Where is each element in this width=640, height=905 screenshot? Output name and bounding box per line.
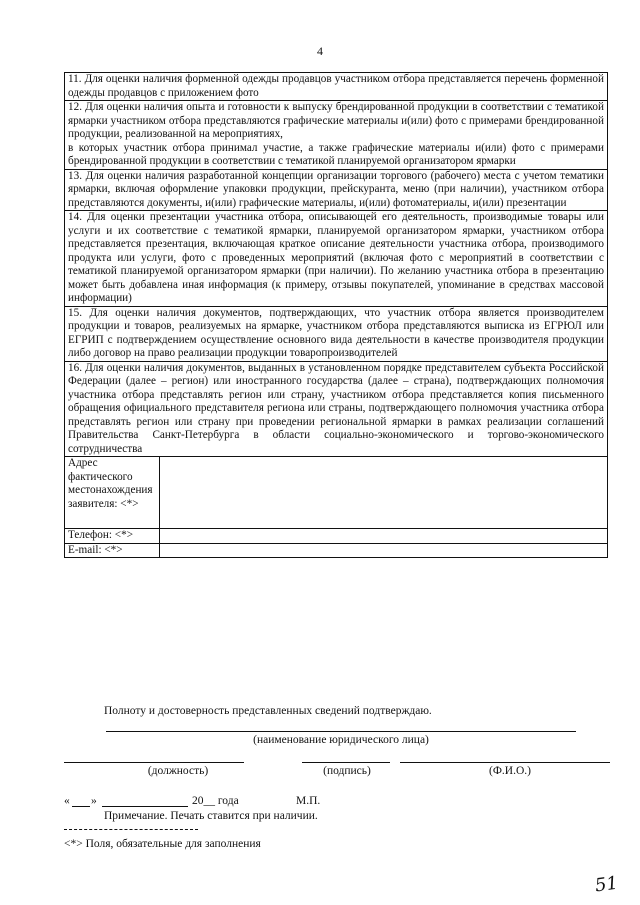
row-11: 11. Для оценки наличия форменной одежды продавцов участником отбора представляется перечень форменной одежды продавцов с приложением фото (65, 73, 608, 101)
date-open-quote: « (64, 795, 70, 807)
handwritten-page-number: 51 (593, 872, 620, 897)
email-label-text: E-mail: <*> (68, 543, 123, 556)
page-number: 4 (317, 44, 323, 58)
signature-caption: (подпись) (323, 765, 371, 777)
address-field[interactable] (160, 457, 608, 529)
entity-line[interactable] (106, 731, 576, 732)
position-line[interactable] (64, 762, 244, 763)
row-12 (65, 101, 608, 170)
stamp-note: Примечание. Печать ставится при наличии. (104, 810, 318, 822)
date-close-quote: » (91, 795, 97, 807)
fio-caption: (Ф.И.О.) (489, 765, 531, 777)
date-year: 20__ года (192, 795, 239, 807)
fio-line[interactable] (400, 762, 610, 763)
phone-field[interactable] (160, 529, 608, 544)
criteria-table (64, 72, 608, 558)
phone-label (65, 529, 160, 544)
address-label: Адрес фактического местонахождения заявителя: <*> (65, 457, 160, 529)
confirm-text: Полноту и достоверность представленных сведений подтверждаю. (104, 705, 432, 717)
row-13: 13. Для оценки наличия разработанной концепции организации торгового (рабочего) места с учетом тематики ярмарки, включая оформление упаковки продукции, прейскуранта, меню (при наличии), участником отбора представляются документы, и(или) графические материалы, и(или) фотоматериалы, и(или) презентации (65, 169, 608, 211)
row-15: 15. Для оценки наличия документов, подтверждающих, что участник отбора является производителем продукции и товаров, реализуемых на ярмарке, участником отбора представляются выписка из ЕГРЮЛ или ЕГРИП с подтверждением осуществление основного вида деятельности в качестве производителя продукции либо договор на право реализации продукции товаропроизводителей (65, 306, 608, 361)
row-14: 14. Для оценки презентации участника отбора, описывающей его деятельность, производимые товары или услуги и их соответствие с тематикой ярмарки, планируемой организатором ярмарки, участником отбора представляется презентация, включающая краткое описание деятельности участника отбора, производимого продукта или услуги, фото с проведенных мероприятий (включая фото с мероприятий в соответствии с тематикой планируемой организатором ярмарки (при наличии). По желанию участника отбора в презентацию может быть добавлена иная информация (к примеру, отзывы покупателей, упоминание в средствах массовой информации) (65, 211, 608, 307)
row-12-part-1: 12. Для оценки наличия опыта и готовности к выпуску брендированной продукции в соответствии с тематикой ярмарки участником отбора представляются графические материалы и(или) фото с примерами брендированной продукции, реализованной на мероприятиях, (68, 101, 604, 140)
date-day-line[interactable] (72, 806, 90, 807)
row-12-part-2: в которых участник отбора принимал участие, а также графические материалы и(или) фото с примерами брендированной продукции в соответствии с тематикой планируемой организатором ярмарки (68, 141, 604, 167)
phone-label-text: Телефон: <*> (68, 529, 134, 541)
footnote-separator (64, 829, 198, 830)
email-label (65, 543, 160, 558)
signature-line[interactable] (302, 762, 390, 763)
row-16: 16. Для оценки наличия документов, выданных в установленном порядке представителем субъекта Российской Федерации (далее – регион) или иностранного государства (далее – страна), подтверждающих полномочия участника отбора представлять регион или страну, участником отбора представляется копия письменного обращения официального представителя региона или страны, подтверждающего полномочия участника отбора представлять регион или страну при проведении региональной ярмарки в рамках реализации соглашений Правительства Санкт-Петербурга в области социально-экономического и торгово-экономического сотрудничества (65, 361, 608, 457)
footnote: <*> Поля, обязательные для заполнения (64, 838, 261, 850)
entity-caption: (наименование юридического лица) (253, 734, 429, 746)
date-month-line[interactable] (102, 806, 188, 807)
stamp-mark: М.П. (296, 795, 321, 807)
email-field[interactable] (160, 543, 608, 558)
position-caption: (должность) (147, 765, 209, 777)
